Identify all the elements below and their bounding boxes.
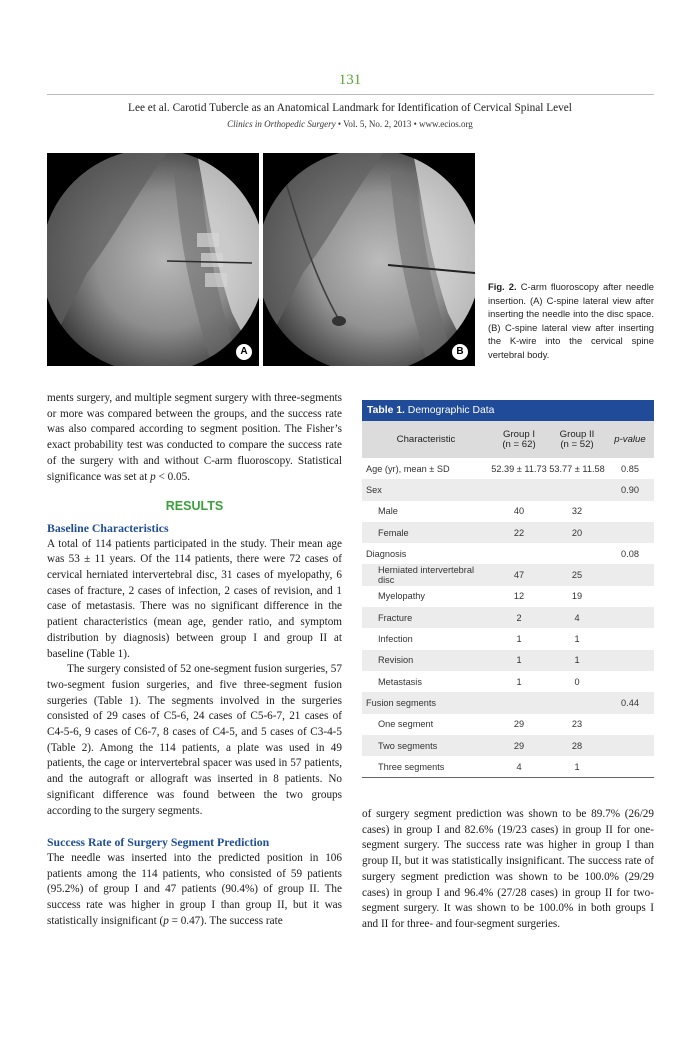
p-symbol: p	[150, 470, 156, 483]
cell-group-2: 19	[571, 591, 583, 602]
baseline-paragraph-2: The surgery consisted of 52 one-segment fusion surgeries, 57 two-segment fusion surgeries, and five three-segment fusion surgeries (Table 1). The segments involved in the surgeries consisted of 29 cases of C5-6, 24 cases of C5-6-7, 21 cases of C4-5-6, 9 cases of C6-7, 8 cases of C4-5, and 5 cases of C3-4-5 (Table 2). Among the 114 patients, a plate was used in 49 patients, the cage or intervertebral spacer was used in 57 patients, and the autograft or allograft was inserted in 8 patients. No significant difference was found between the two groups according to the surgery segments.	[47, 663, 342, 817]
success-paragraph	[47, 851, 342, 930]
table-row	[362, 671, 654, 692]
cell-p-value	[606, 501, 654, 522]
group-2-n: (n = 52)	[560, 438, 594, 450]
row-label: Male	[378, 506, 398, 517]
cell-group-1: 29	[513, 719, 525, 730]
header-rule	[47, 94, 654, 95]
row-label: Infection	[378, 634, 413, 645]
col-p-value	[606, 421, 654, 458]
row-label: Two segments	[362, 735, 490, 756]
table-row	[362, 586, 654, 607]
success-text-a: The needle was inserted into the predicted position in 106 patients among the 114 patients, who consisted of 59 patients (95.2%) of group I and 47 patients (90.4%) of group II. The success rate was higher in group I than group II, but it was statistically insignificant (	[47, 851, 342, 927]
methods-paragraph	[47, 391, 342, 485]
table-row	[362, 628, 654, 649]
cell-group-2: 1	[548, 756, 606, 778]
table-title-text: Demographic Data	[404, 405, 495, 416]
methods-text-end: < 0.05.	[155, 470, 191, 483]
cell-p-value: 0.44	[606, 692, 654, 713]
cell-group-1: 22	[490, 522, 548, 543]
row-label: Fusion segments	[362, 692, 490, 713]
results-heading: RESULTS	[165, 499, 224, 514]
cell-group-1: 2	[490, 607, 548, 628]
cell-group-2: 1	[574, 634, 580, 645]
table-row	[362, 714, 654, 735]
table-body	[362, 458, 654, 778]
table-row	[362, 607, 654, 628]
cell-group-1	[490, 692, 548, 713]
p-value-label: p-value	[614, 433, 646, 445]
row-label: Fracture	[362, 607, 490, 628]
cell-group-1: 1	[516, 676, 522, 687]
baseline-paragraph-1: A total of 114 patients participated in the study. Their mean age was 53 ± 11 years. Of the 114 patients, there were 72 cases of cervical herniated intervertebral disc, 31 cases of myelopathy, 6 cases of fracture, 2 cases of infection, 2 cases of revision, and 1 case of metastasis. There was no significant difference in the patient characteristics (mean age, gender ratio, and symptom distribution by diagnosis) between group I and group II at baseline (Table 1).	[47, 537, 342, 660]
panel-a-label: A	[236, 344, 252, 360]
cell-group-2: 23	[571, 719, 583, 730]
cell-group-2: 25	[548, 564, 606, 585]
cell-group-1: 12	[513, 591, 525, 602]
caption-label: Fig. 2.	[488, 281, 517, 292]
cell-group-1: 52.39 ± 11.73	[491, 463, 547, 474]
cell-group-1: 1	[516, 634, 522, 645]
table-row	[362, 735, 654, 756]
col-group-1	[490, 421, 548, 458]
journal-name: Clinics in Orthopedic Surgery	[227, 119, 336, 129]
table-row	[362, 522, 654, 543]
cell-group-2: 1	[548, 650, 606, 671]
row-label: One segment	[378, 719, 434, 730]
journal-line	[0, 119, 700, 129]
cell-group-2	[548, 543, 606, 564]
table-header-row	[362, 421, 654, 458]
cell-group-1	[490, 479, 548, 500]
cell-group-2: 32	[571, 506, 583, 517]
row-label: Diagnosis	[366, 548, 407, 559]
row-label: Female	[362, 522, 490, 543]
group-1-n: (n = 62)	[502, 438, 536, 450]
table-row	[362, 564, 654, 585]
table-label: Table 1.	[367, 405, 405, 416]
methods-text: ments surgery, and multiple segment surgery with three-segments or more was compared between the groups, and the success rate was also compared according to segment position. The Fisher’s exact probability test was conducted to compare the success rate of the surgery with and without C-arm fluoroscopy. Statistical significance was set at	[47, 392, 342, 483]
cell-p-value: 0.90	[606, 479, 654, 500]
figure-caption	[488, 280, 654, 362]
col-characteristic: Characteristic	[362, 421, 490, 458]
section-gap	[47, 819, 342, 835]
fluoroscopy-image-b	[263, 153, 475, 366]
cell-p-value	[606, 756, 654, 778]
baseline-heading: Baseline Characteristics	[47, 520, 169, 535]
cell-p-value	[606, 671, 654, 692]
figure-panel-b	[263, 153, 475, 366]
cell-group-2: 28	[548, 735, 606, 756]
cell-p-value: 0.08	[621, 548, 639, 559]
row-label: Age (yr), mean ± SD	[366, 463, 450, 474]
table-row	[362, 479, 654, 500]
cell-group-2	[548, 692, 606, 713]
cell-group-2	[548, 479, 606, 500]
left-column	[47, 391, 342, 930]
cell-p-value	[606, 628, 654, 649]
cell-p-value	[606, 607, 654, 628]
page-number: 131	[338, 72, 362, 88]
row-label: Metastasis	[378, 676, 422, 687]
fluoroscopy-image-a	[47, 153, 259, 366]
cell-group-2: 4	[548, 607, 606, 628]
running-title: Lee et al. Carotid Tubercle as an Anatomical Landmark for Identification of Cervical Spinal Level	[128, 102, 572, 114]
cell-group-2: 20	[548, 522, 606, 543]
row-label: Myelopathy	[378, 591, 425, 602]
cell-group-1: 40	[513, 506, 525, 517]
cell-p-value	[606, 735, 654, 756]
table-1	[362, 400, 654, 778]
panel-b-label: B	[452, 344, 468, 360]
table-row	[362, 650, 654, 671]
table-row	[362, 543, 654, 564]
success-text-b: = 0.47). The success rate	[168, 914, 283, 927]
right-column	[362, 807, 654, 933]
row-label: Sex	[362, 479, 490, 500]
table-row	[362, 501, 654, 522]
row-label: Revision	[362, 650, 490, 671]
cell-group-1: 29	[490, 735, 548, 756]
table-row	[362, 458, 654, 479]
success-paragraph-continued: of surgery segment prediction was shown to be 89.7% (26/29 cases) in group I and 82.6% (19/23 cases) in group II for one-segment surgery. The success rate was higher in group I than group II, but it was statistically insignificant. The success rate of surgery segment prediction was shown to be 100.0% (29/29 cases) in group I and 96.4% (27/28 cases) in group II for two-segment surgery. It was shown to be 100.0% in both groups I and II for three- and four-segment surgeries.	[362, 808, 654, 930]
p-symbol: p	[163, 914, 169, 927]
caption-text: C-arm fluoroscopy after needle insertion. (A) C-spine lateral view after inserting the needle into the disc space. (B) C-spine lateral view after inserting the K-wire into the cervical spine vertebral body.	[488, 281, 654, 360]
row-label: Herniated intervertebral disc	[362, 564, 490, 585]
cell-group-1: 1	[490, 650, 548, 671]
cell-group-2: 0	[574, 676, 580, 687]
cell-p-value	[606, 586, 654, 607]
table-row	[362, 756, 654, 778]
cell-group-1	[490, 543, 548, 564]
figure-panel-a	[47, 153, 259, 366]
cell-group-2: 53.77 ± 11.58	[549, 463, 605, 474]
demographic-table	[362, 421, 654, 778]
row-label: Three segments	[362, 756, 490, 778]
cell-p-value	[606, 714, 654, 735]
cell-p-value: 0.85	[621, 463, 639, 474]
success-heading: Success Rate of Surgery Segment Prediction	[47, 835, 270, 850]
table-row	[362, 692, 654, 713]
table-title	[362, 400, 654, 421]
cell-p-value	[606, 522, 654, 543]
group-2-label: Group II	[559, 428, 595, 440]
cell-p-value	[606, 650, 654, 671]
group-1-label: Group I	[503, 428, 535, 440]
journal-info: • Vol. 5, No. 2, 2013 • www.ecios.org	[335, 119, 473, 129]
cell-group-1: 4	[490, 756, 548, 778]
col-group-2	[548, 421, 606, 458]
cell-group-1: 47	[490, 564, 548, 585]
cell-p-value	[606, 564, 654, 585]
